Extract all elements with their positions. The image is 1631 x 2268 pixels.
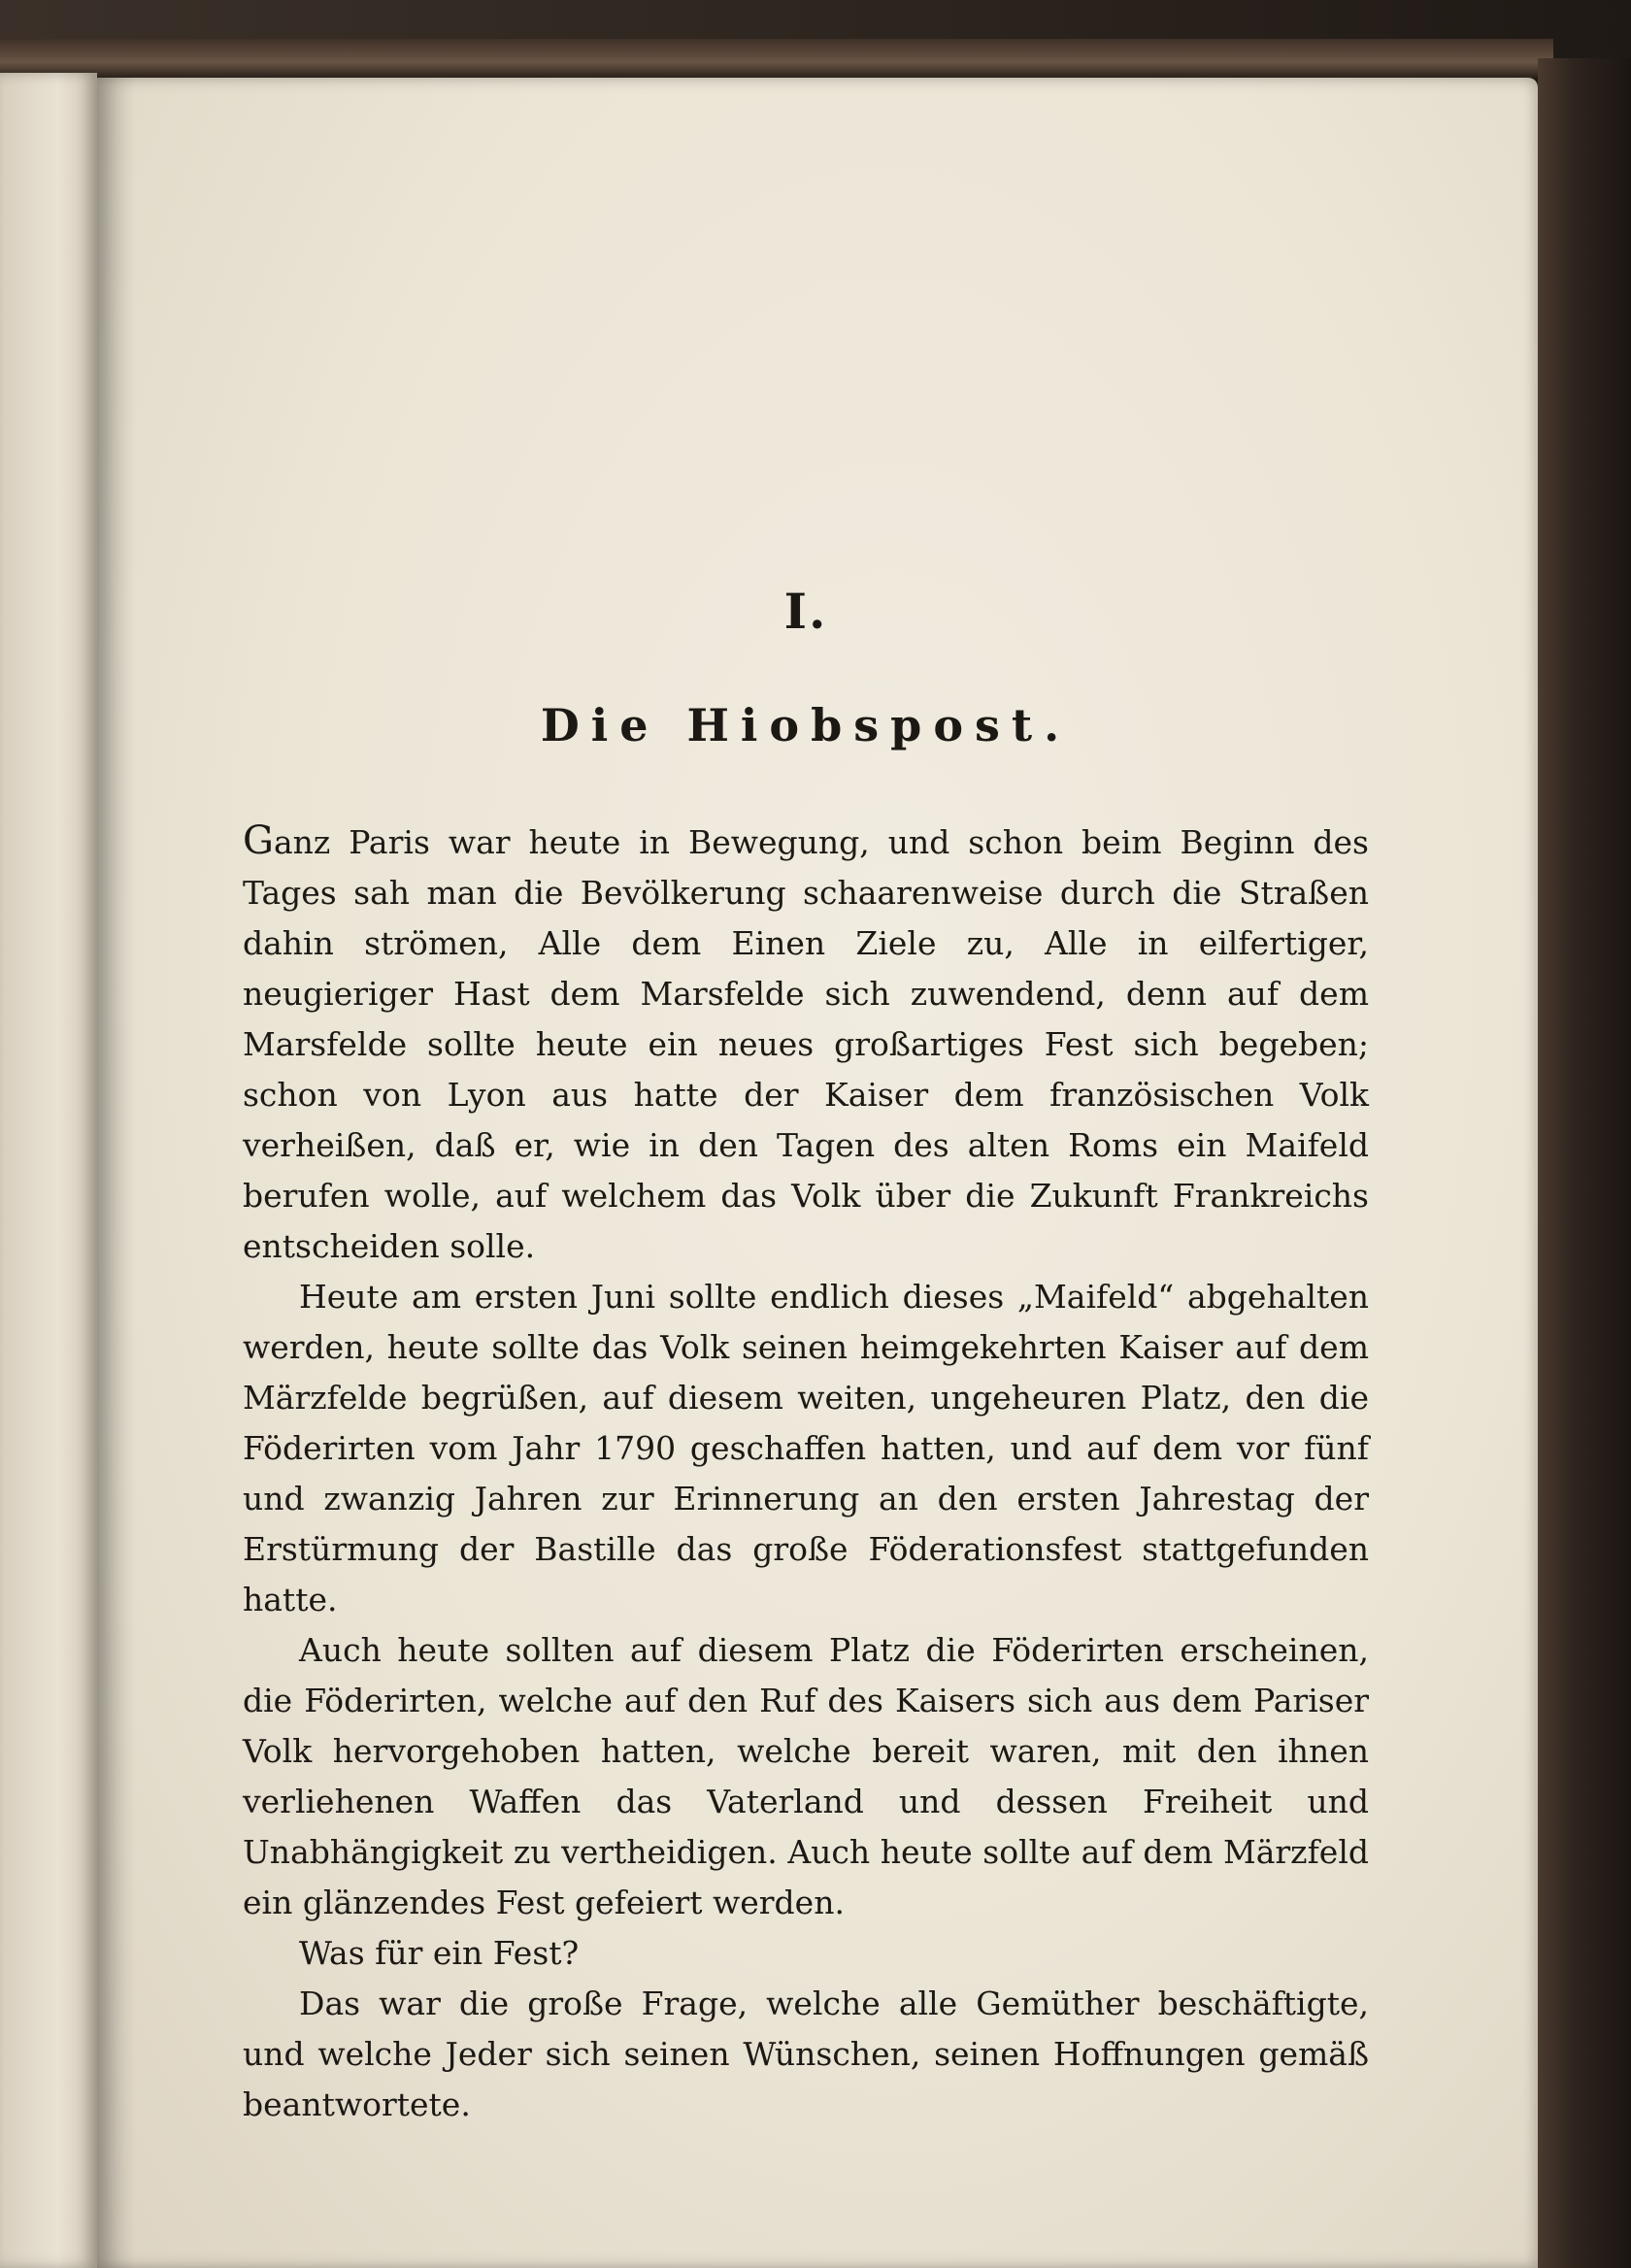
paragraph: Ganz Paris war heute in Bewegung, und schon beim Beginn des Tages sah man die Bevölkerung schaarenweise durch die Straßen dahin strömen, Alle dem Einen Ziele zu, Alle in eilfertiger, neugieriger Hast dem Marsfelde sich zuwendend, denn auf dem Marsfelde sollte heute ein neues großartiges Fest sich begeben; schon von Lyon aus hatte der Kaiser dem französischen Volk verheißen, daß er, wie in den Tagen des alten Roms ein Maifeld berufen wolle, auf welchem das Volk über die Zukunft Frankreichs entscheiden solle. — [243, 818, 1369, 1265]
chapter-body — [243, 816, 1369, 2130]
gutter-shadow — [97, 78, 136, 2268]
book-cover-top-edge — [0, 39, 1553, 78]
paragraph: Heute am ersten Juni sollte endlich dieses „Maifeld“ abgehalten werden, heute sollte das Volk seinen heimgekehrten Kaiser auf dem Märzfelde begrüßen, auf diesem weiten, ungeheuren Platz, den die Föderirten vom Jahr 1790 geschaffen hatten, und auf dem vor fünf und zwanzig Jahren zur Erinnerung an den ersten Jahrestag der Erstürmung der Bastille das große Föderationsfest stattgefunden hatte. — [243, 1278, 1369, 1618]
paragraph: Auch heute sollten auf diesem Platz die Föderirten erscheinen, die Föderirten, welche auf den Ruf des Kaisers sich aus dem Pariser Volk hervorgehoben hatten, welche bereit waren, mit den ihnen verliehenen Waffen das Vaterland und dessen Freiheit und Unabhängigkeit zu vertheidigen. Auch heute sollte auf dem Märzfeld ein glänzendes Fest gefeiert werden. — [243, 1631, 1369, 1921]
book-page — [97, 78, 1538, 2268]
previous-page-edge — [0, 73, 97, 2268]
paragraph: Was für ein Fest? — [299, 1934, 580, 1972]
book-cover-right-edge — [1538, 58, 1631, 2268]
paragraph: Das war die große Frage, welche alle Gemüther beschäftigte, und welche Jeder sich seinen Wünschen, seinen Hoffnungen gemäß beantwortete. — [243, 1984, 1369, 2123]
chapter-number: I. — [783, 583, 828, 640]
chapter-title: Die Hiobspost. — [540, 699, 1072, 751]
